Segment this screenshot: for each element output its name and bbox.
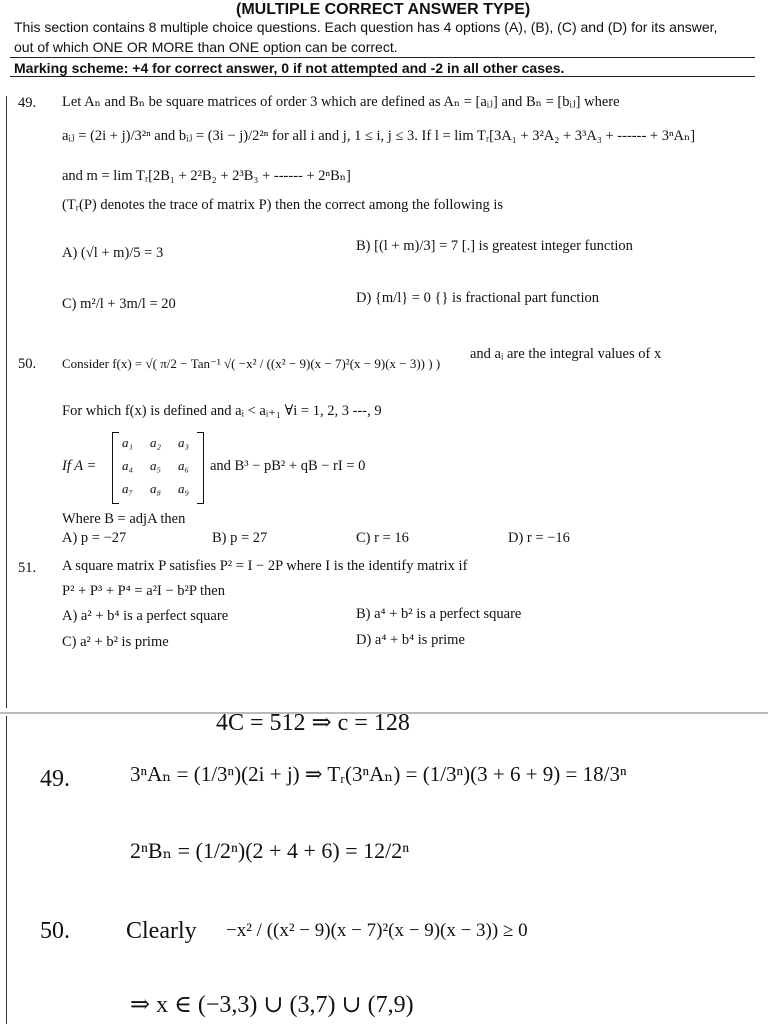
- header-rule-top: [10, 57, 755, 58]
- q50-number: 50.: [18, 356, 37, 372]
- instruction-line-2: out of which ONE OR MORE than ONE option can be correct.: [14, 39, 398, 55]
- q50-line-4: Where B = adjA then: [62, 511, 186, 527]
- matrix-cell: a₂: [150, 435, 162, 450]
- page-border-left: [6, 96, 7, 708]
- q50-matrix-label: If A =: [62, 458, 97, 474]
- solution-49-line-1: 3ⁿAₙ = (1/3ⁿ)(2i + j) ⇒ Tᵣ(3ⁿAₙ) = (1/3ⁿ)(3 + 6 + 9) = 18/3ⁿ: [130, 762, 627, 786]
- q49-option-a: A) (√l + m)/5 = 3: [62, 245, 164, 261]
- matrix-cell: a₅: [150, 458, 162, 473]
- matrix-cell: a₃: [178, 435, 190, 450]
- q50-option-b: B) p = 27: [212, 530, 268, 546]
- q51-line-1: A square matrix P satisfies P² = I − 2P where I is the identify matrix if: [62, 558, 468, 574]
- q51-line-2: P² + P³ + P⁴ = a²I − b²P then: [62, 583, 225, 599]
- q50-option-a: A) p = −27: [62, 530, 127, 546]
- matrix-cell: a₁: [122, 435, 134, 450]
- q51-option-b: B) a⁴ + b² is a perfect square: [356, 606, 522, 622]
- solution-50-number: 50.: [40, 918, 70, 944]
- header-rule-bottom: [10, 76, 755, 77]
- q50-line-1-tail: and aᵢ are the integral values of x: [470, 346, 662, 362]
- q49-option-b: B) [(l + m)/3] = 7 [.] is greatest integer function: [356, 238, 633, 254]
- matrix-right-bracket: [197, 432, 204, 504]
- matrix-a: [112, 432, 204, 502]
- q50-option-d: D) r = −16: [508, 530, 570, 546]
- matrix-cell: a₇: [122, 481, 134, 496]
- q49-line-3: and m = lim Tᵣ[2B₁ + 2²B₂ + 2³B₃ + ------ + 2ⁿBₙ]: [62, 168, 351, 184]
- q49-line-2: aᵢⱼ = (2i + j)/3²ⁿ and bᵢⱼ = (3i − j)/2²ⁿ for all i and j, 1 ≤ i, j ≤ 3. If l = lim Tᵣ[3A₁ + 3²A₂ + 3³A₃ + ------ + 3ⁿAₙ]: [62, 128, 696, 144]
- q49-line-1: Let Aₙ and Bₙ be square matrices of order 3 which are defined as Aₙ = [aᵢⱼ] and Bₙ = [bᵢⱼ] where: [62, 94, 620, 110]
- q51-number: 51.: [18, 560, 37, 576]
- solution-49-line-2: 2ⁿBₙ = (1/2ⁿ)(2 + 4 + 6) = 12/2ⁿ: [130, 838, 410, 863]
- q50-line-2: For which f(x) is defined and aᵢ < aᵢ₊₁ ∀i = 1, 2, 3 ---, 9: [62, 403, 382, 419]
- solution-50-word: Clearly: [126, 918, 197, 944]
- marking-scheme: Marking scheme: +4 for correct answer, 0 if not attempted and -2 in all other cases.: [14, 60, 565, 76]
- solution-50-line-1: −x² / ((x² − 9)(x − 7)²(x − 9)(x − 3)) ≥ 0: [226, 920, 528, 941]
- instruction-line-1: This section contains 8 multiple choice questions. Each question has 4 options (A), (B), (C) and (D) for its answer,: [14, 19, 718, 35]
- matrix-cell: a₆: [178, 458, 190, 473]
- q49-option-d: D) {m/l} = 0 {} is fractional part function: [356, 290, 599, 306]
- solution-top-line: 4C = 512 ⇒ c = 128: [216, 710, 410, 736]
- q50-line-1: Consider f(x) = √( π/2 − Tan⁻¹ √( −x² / ((x² − 9)(x − 7)²(x − 9)(x − 3)) ) ): [62, 356, 441, 371]
- matrix-cell: a₉: [178, 481, 190, 496]
- q49-line-4: (Tᵣ(P) denotes the trace of matrix P) then the correct among the following is: [62, 197, 504, 213]
- q50-matrix-tail: and B³ − pB² + qB − rI = 0: [210, 458, 366, 474]
- matrix-left-bracket: [112, 432, 119, 504]
- q49-option-c: C) m²/l + 3m/l = 20: [62, 296, 176, 312]
- q51-option-d: D) a⁴ + b⁴ is prime: [356, 632, 465, 648]
- solution-50-line-2: ⇒ x ∈ (−3,3) ∪ (3,7) ∪ (7,9): [130, 992, 414, 1018]
- matrix-cell: a₈: [150, 481, 162, 496]
- q51-option-c: C) a² + b² is prime: [62, 634, 169, 650]
- q49-number: 49.: [18, 95, 37, 111]
- solution-border-left: [6, 716, 7, 1024]
- q51-option-a: A) a² + b⁴ is a perfect square: [62, 608, 229, 624]
- q50-option-c: C) r = 16: [356, 530, 409, 546]
- matrix-cell: a₄: [122, 458, 134, 473]
- section-title: (MULTIPLE CORRECT ANSWER TYPE): [236, 1, 531, 18]
- solution-49-number: 49.: [40, 766, 70, 792]
